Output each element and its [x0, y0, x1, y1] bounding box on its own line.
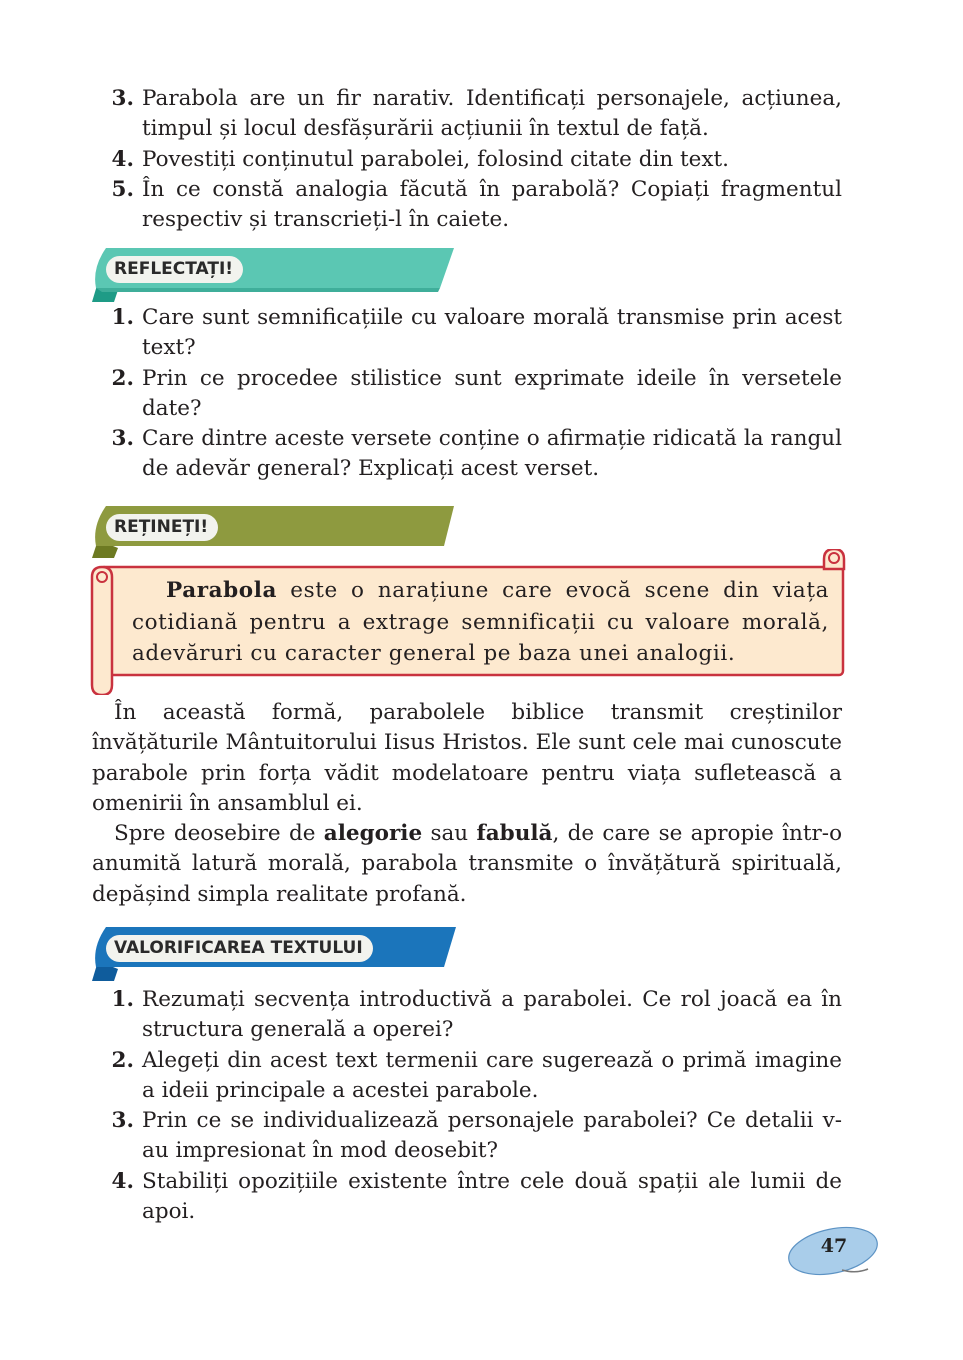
list-item: 2. Alegeți din acest text termenii care sugerează o primă imagine a ideii principale a acestei parabole. [111, 1047, 842, 1103]
page-number: 47 [786, 1222, 882, 1278]
definition-term: Parabola [166, 578, 278, 603]
definition-box [90, 549, 846, 695]
reflectati-banner [92, 248, 462, 298]
list-item: 4. Povestiți conținutul parabolei, folosind citate din text. [111, 146, 730, 172]
body-paragraph: În această formă, parabolele biblice transmit creștinilor învățăturile Mântuitorului Iisus Hristos. Ele sunt cele mai cunoscute parabole prin forța vădit modelatoare pentru viața sufletească a omenirii în ansamblul ei. [92, 700, 842, 816]
list-item: 3. Parabola are un fir narativ. Identificați personajele, acțiunea, timpul și locul desfășurării acțiunii în textul de față. [111, 86, 842, 142]
list-item: 1. Rezumați secvența introductivă a parabolei. Ce rol joacă ea în structura generală a operei? [111, 987, 842, 1043]
list-item: 3. Prin ce se individualizează personajele parabolei? Ce detalii v-au impresionat în mod deosebit? [111, 1108, 842, 1164]
section-title: REȚINEȚI! [106, 514, 218, 541]
list-item: 4. Stabiliți opozițiile existente între cele două spații ale lumii de apoi. [111, 1168, 842, 1225]
body-paragraph: Spre deosebire de alegorie sau fabulă, de care se apropie într-o anumită latură morală, parabola transmite o învățătură spirituală, depășind simpla realitate profană. [92, 821, 843, 907]
section-title: VALORIFICAREA TEXTULUI [106, 935, 373, 962]
reflectati-question-list [92, 303, 842, 485]
definition-text: Parabola este o narațiune care evocă scene din viața cotidiană pentru a extrage semnificații cu valoare morală, adevăruri cu caracter general pe baza unei analogii. [132, 578, 829, 666]
valorificarea-question-list [92, 985, 842, 1227]
list-item: 5. În ce constă analogia făcută în parabolă? Copiați fragmentul respectiv și transcrieți-l în caiete. [111, 176, 842, 233]
section-title: REFLECTAȚI! [106, 256, 243, 283]
list-item: 3. Care dintre aceste versete conține o afirmație ridicată la rangul de adevăr general? Explicați acest verset. [111, 426, 842, 482]
top-question-list [92, 84, 842, 235]
list-item: 1. Care sunt semnificațiile cu valoare morală transmise prin acest text? [111, 305, 842, 361]
list-item: 2. Prin ce procedee stilistice sunt exprimate ideile în versetele date? [111, 365, 842, 421]
valorificarea-banner [92, 927, 462, 977]
